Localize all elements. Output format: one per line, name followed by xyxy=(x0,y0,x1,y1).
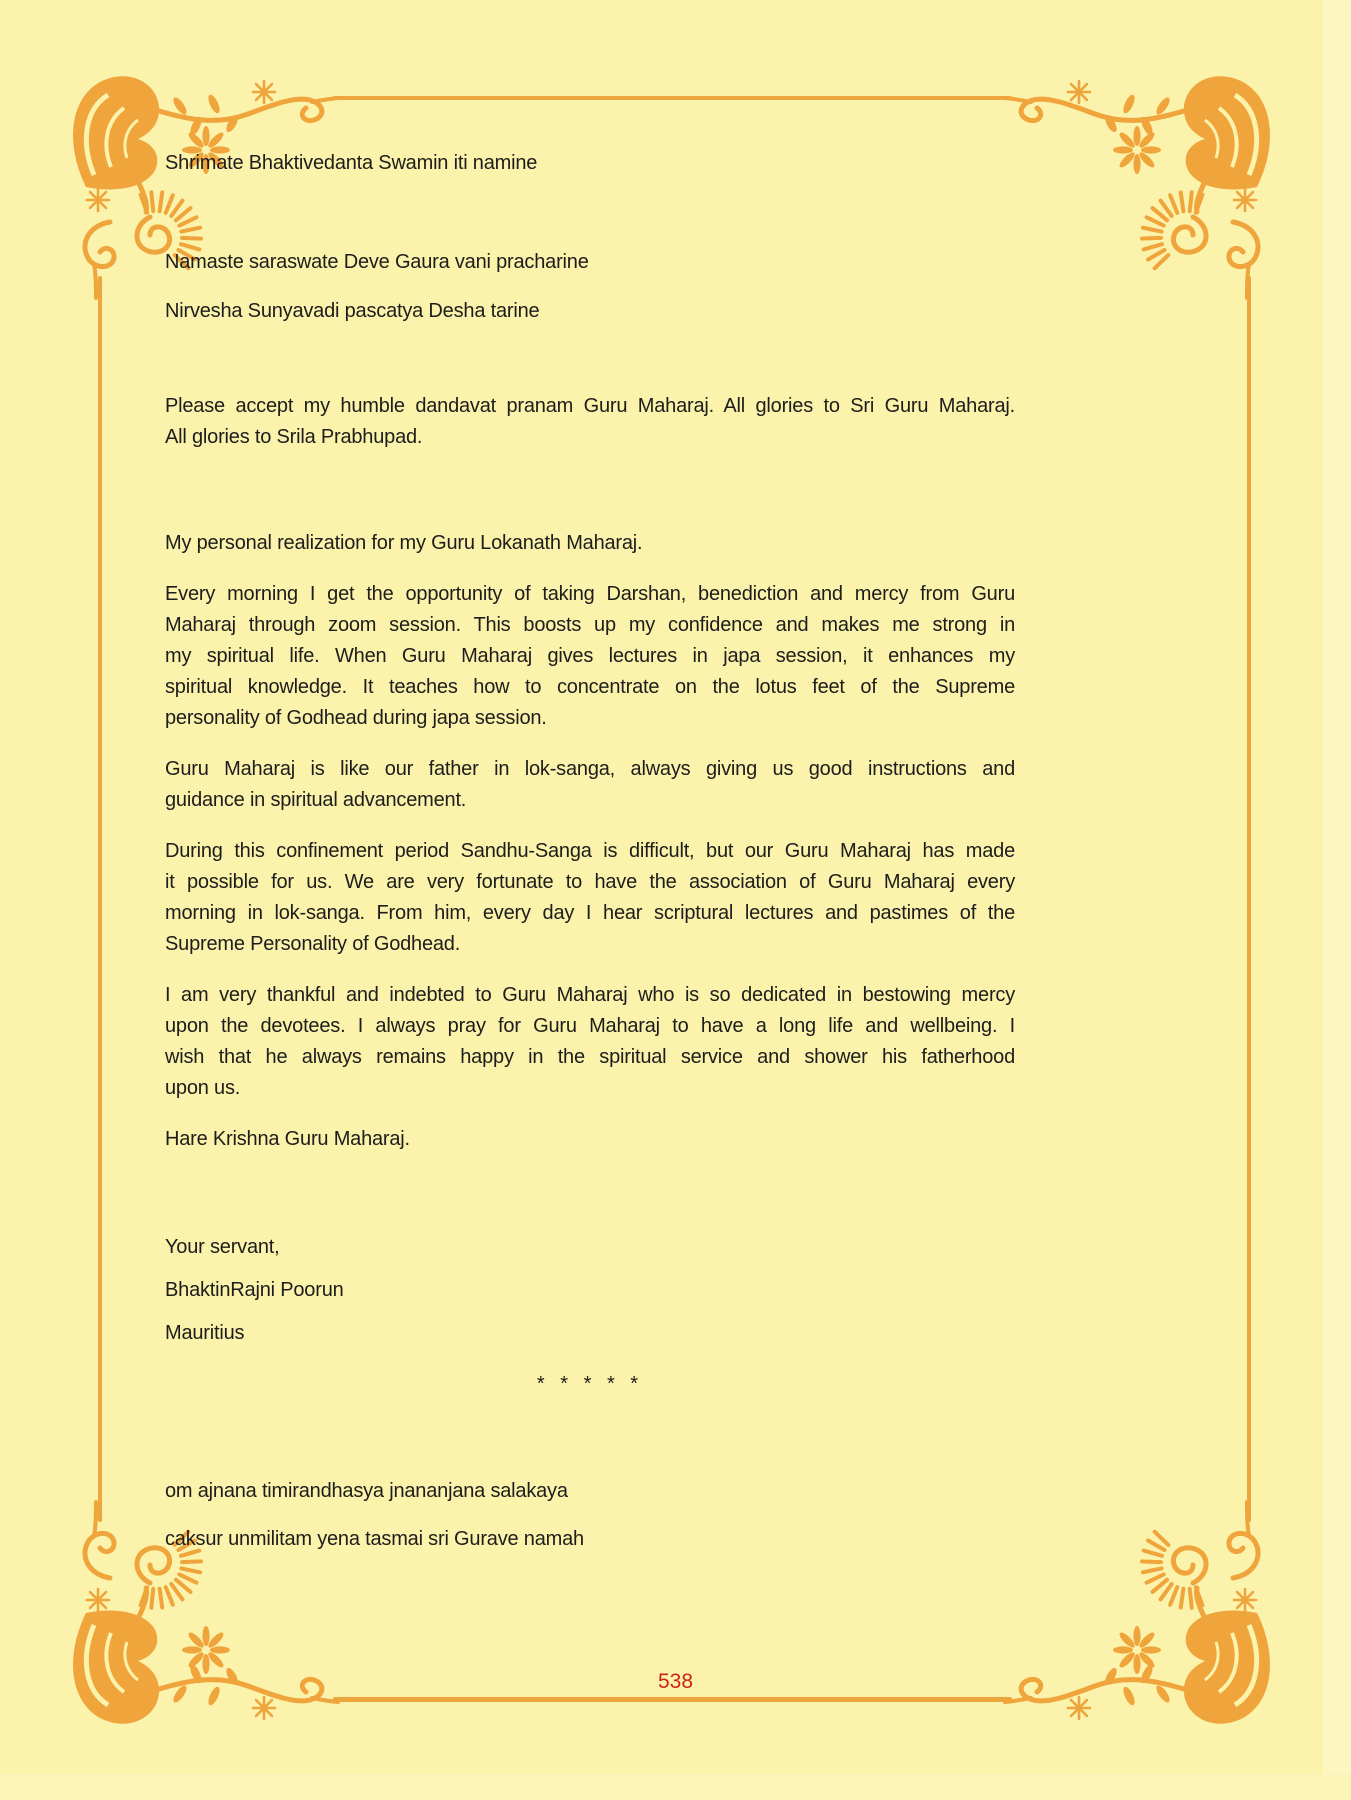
frame-line-right xyxy=(1247,276,1251,1522)
paragraph xyxy=(165,980,1015,1104)
frame-line-top xyxy=(333,96,1012,100)
text-line: I am very thankful and indebted to Guru Maharaj who is so dedicated in bestowing mercy xyxy=(165,984,1015,1006)
salutation-line: Shrimate Bhaktivedanta Swamin iti namine xyxy=(165,152,538,174)
text-line: All glories to Srila Prabhupad. xyxy=(165,426,423,448)
text-line: During this confinement period Sandhu-Sanga is difficult, but our Guru Maharaj has made xyxy=(165,840,1015,862)
corner-ornament-top-right xyxy=(987,62,1287,312)
text-line: wish that he always remains happy in the spiritual service and shower his fatherhood xyxy=(165,1046,1015,1068)
section-separator: * * * * * xyxy=(536,1373,644,1395)
text-line: Please accept my humble dandavat pranam Guru Maharaj. All glories to Sri Guru Maharaj. xyxy=(165,395,1015,417)
text-line: personality of Godhead during japa session. xyxy=(165,707,547,729)
text-line: Maharaj through zoom session. This boosts up my confidence and makes me strong in xyxy=(165,614,1015,636)
page-edge-highlight-right xyxy=(1323,0,1351,1800)
paragraph xyxy=(165,754,1015,816)
body-paragraphs xyxy=(165,528,1015,1155)
paragraph xyxy=(165,528,1015,559)
text-line: it possible for us. We are very fortunate to have the association of Guru Maharaj every xyxy=(165,871,1015,893)
text-line: Supreme Personality of Godhead. xyxy=(165,933,461,955)
mantra-line: caksur unmilitam yena tasmai sri Gurave namah xyxy=(165,1528,584,1550)
verse-line: Nirvesha Sunyavadi pascatya Desha tarine xyxy=(165,300,540,322)
closing-mantra xyxy=(165,1476,1015,1555)
text-line: spiritual knowledge. It teaches how to concentrate on the lotus feet of the Supreme xyxy=(165,676,1015,698)
paragraph xyxy=(165,1124,1015,1155)
text-line: morning in lok-sanga. From him, every day I hear scriptural lectures and pastimes of the xyxy=(165,902,1015,924)
page-edge-highlight-bottom xyxy=(0,1774,1351,1800)
text-line: upon us. xyxy=(165,1077,241,1099)
text-line: Every morning I get the opportunity of taking Darshan, benediction and mercy from Guru xyxy=(165,583,1015,605)
frame-line-left xyxy=(98,276,102,1522)
frame-line-bottom xyxy=(333,1697,1012,1702)
paragraph xyxy=(165,579,1015,734)
paragraph xyxy=(165,836,1015,960)
invocation-verse xyxy=(165,247,1015,327)
text-line: My personal realization for my Guru Lokanath Maharaj. xyxy=(165,532,643,554)
page-number: 538 xyxy=(657,1670,694,1693)
text-line: Hare Krishna Guru Maharaj. xyxy=(165,1128,410,1150)
corner-ornament-bottom-right xyxy=(987,1488,1287,1738)
signature-line: Your servant, xyxy=(165,1236,280,1258)
text-line: upon the devotees. I always pray for Guru Maharaj to have a long life and wellbeing. I xyxy=(165,1015,1015,1037)
greeting-paragraph xyxy=(165,391,1015,453)
text-line: Guru Maharaj is like our father in lok-sanga, always giving us good instructions and xyxy=(165,758,1015,780)
verse-line: Namaste saraswate Deve Gaura vani pracharine xyxy=(165,251,589,273)
signature-line: BhaktinRajni Poorun xyxy=(165,1279,344,1301)
text-line: guidance in spiritual advancement. xyxy=(165,789,467,811)
mantra-line: om ajnana timirandhasya jnananjana salakaya xyxy=(165,1480,568,1502)
text-line: my spiritual life. When Guru Maharaj gives lectures in japa session, it enhances my xyxy=(165,645,1015,667)
signature-line: Mauritius xyxy=(165,1322,245,1344)
signature-block xyxy=(165,1232,1015,1349)
